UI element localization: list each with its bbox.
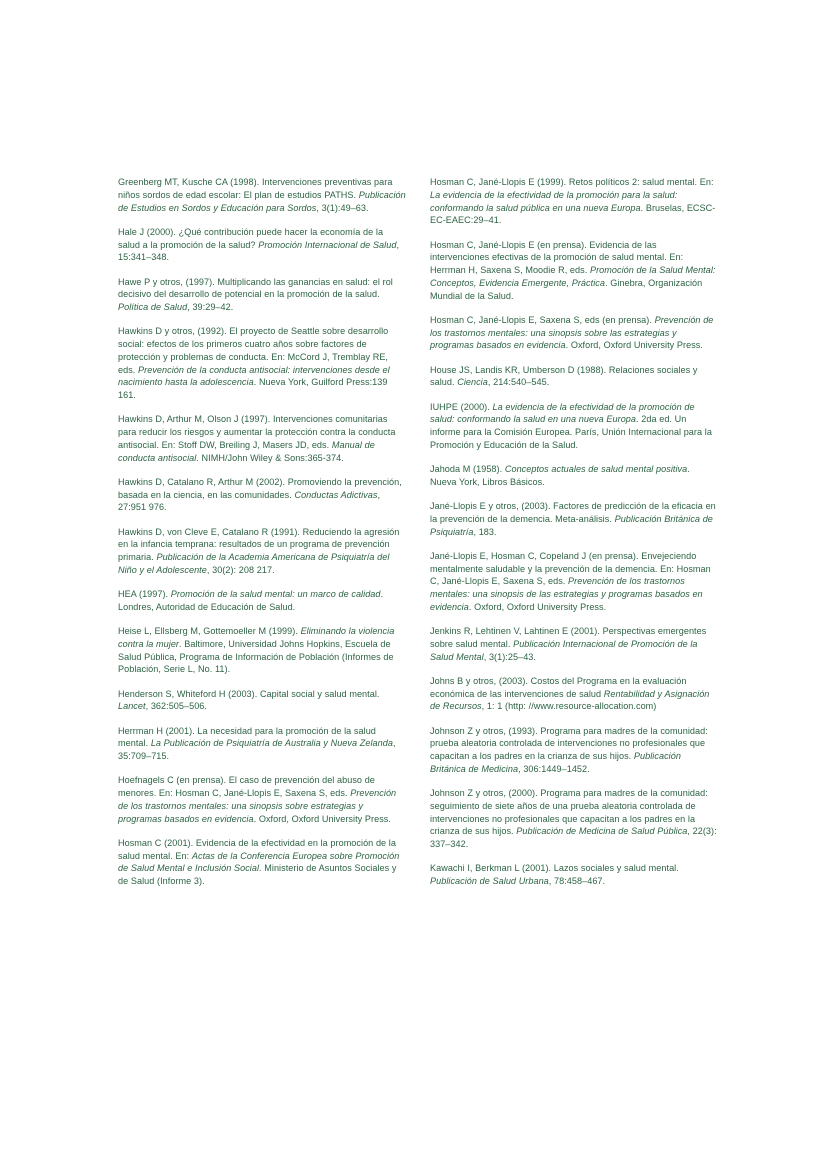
- reference-text: Hosman C, Jané-Llopis E, Saxena S, eds (en prensa).: [430, 314, 655, 325]
- reference-text: . 2da ed. Un informe para la Comisión Europea. París, Unión Internacional para la Promoción y Educación de la Salud.: [430, 414, 712, 450]
- reference-title-italic: Eliminando la violencia contra la mujer: [118, 626, 395, 649]
- reference-entry: [430, 239, 718, 303]
- reference-title-italic: La Publicación de Psiquiatría de Australia y Nueva Zelanda: [150, 738, 393, 749]
- reference-title-italic: Publicación Británica de Psiquiatría: [430, 513, 713, 537]
- reference-title-italic: Conductas Adictivas: [294, 489, 378, 500]
- reference-text: Hale J (2000). ¿Qué contribución puede hacer la economía de la salud a la promoción de la salud?: [118, 226, 384, 250]
- right-reference-column: [430, 176, 718, 888]
- reference-text: , 1: 1 (http: //www.resource-allocation.com): [481, 701, 657, 712]
- reference-text: HEA (1997).: [118, 589, 171, 599]
- reference-text: , 27:951 976.: [118, 489, 381, 513]
- reference-text: . NIMH/John Wiley & Sons:365-374.: [196, 452, 344, 463]
- reference-text: . Oxford, Oxford University Press.: [565, 340, 703, 351]
- reference-entry: [118, 837, 406, 888]
- reference-text: . Baltimore, Universidad Johns Hopkins, Escuela de Salud Pública, Programa de Información de Población (Informes de Población, Serie L, No. 11).: [118, 638, 394, 675]
- reference-text: Johnson Z y otros, (2000). Programa para madres de la comunidad: seguimiento de siete años de una prueba aleatoria controlada de intervenciones no profesionales que capacitan a los padres en la crianza de sus hijos.: [430, 788, 708, 837]
- reference-entry: [118, 774, 406, 825]
- reference-title-italic: La evidencia de la efectividad de la promoción para la salud: conformando la salud pública en una nueva Europa: [430, 189, 678, 213]
- reference-text: , 214:540–545.: [487, 377, 550, 388]
- reference-title-italic: Ciencia: [457, 377, 488, 388]
- reference-text: Jané-Llopis E, Hosman C, Copeland J (en prensa). Envejeciendo mentalmente saludable y la prevención de la demencia. En: Hosman C, Jané-Llopis E, Saxena S, eds.: [430, 550, 711, 587]
- reference-text: Hawe P y otros, (1997). Multiplicando las ganancias en salud: el rol decisivo del desarrollo de potencial en la promoción de la salud.: [118, 276, 393, 300]
- reference-text: Johns B y otros, (2003). Costos del Programa en la evaluación económica de las intervenciones de salud: [430, 675, 687, 699]
- reference-title-italic: Publicación de Estudios en Sordos y Educación para Sordos: [118, 189, 406, 213]
- reference-title-italic: Prevención de la conducta antisocial: intervenciones desde el nacimiento hasta la adolescencia: [118, 364, 390, 388]
- reference-entry: [430, 862, 718, 888]
- reference-entry: [430, 463, 718, 489]
- reference-title-italic: Rentabilidad y Asignación de Recursos: [430, 688, 710, 712]
- reference-entry: [430, 364, 718, 390]
- reference-text: Hosman C (2001). Evidencia de la efectividad en la promoción de la salud mental. En:: [118, 837, 396, 861]
- reference-entry: [430, 314, 718, 352]
- reference-entry: [118, 276, 406, 314]
- reference-title-italic: Promoción de la Salud Mental: Conceptos, Evidencia Emergente, Práctica: [430, 265, 716, 288]
- reference-entry: [118, 688, 406, 714]
- reference-text: , 78:458–467.: [548, 876, 606, 886]
- reference-text: . Bruselas, ECSC-EC-EAEC:29–41.: [430, 202, 716, 226]
- reference-text: Henderson S, Whiteford H (2003). Capital social y salud mental.: [118, 688, 380, 699]
- reference-text: Johnson Z y otros, (1993). Programa para madres de la comunidad: prueba aleatoria controlada de intervenciones no profesionales que capacitan a los padres en la crianza de sus hijos.: [430, 725, 708, 761]
- reference-text: Hosman C, Jané-Llopis E (1999). Retos políticos 2: salud mental. En:: [430, 177, 714, 187]
- reference-text: Hawkins D, Catalano R, Arthur M (2002). Promoviendo la prevención, basada en la ciencia, en las comunidades.: [118, 476, 402, 500]
- reference-entry: [118, 725, 406, 763]
- reference-title-italic: Promoción Internacional de Salud: [258, 239, 397, 250]
- reference-text: , 3(1):25–43.: [483, 651, 536, 662]
- reference-title-italic: Prevención de los trastornos mentales: una sinopsis sobre las estrategias y programas basados en evidencia: [430, 314, 714, 351]
- reference-title-italic: Publicación de Salud Urbana: [430, 876, 549, 886]
- reference-text: . Oxford, Oxford University Press.: [468, 601, 607, 612]
- reference-text: Hawkins D, Arthur M, Olson J (1997). Intervenciones comunitarias para reducir los riesgos y aumentar la protección contra la conducta antisocial. En: Stoff DW, Breiling J, Masers JD, eds.: [118, 414, 396, 450]
- reference-text: Jané-Llopis E y otros, (2003). Factores de predicción de la eficacia en la prevención de la demencia. Meta-análisis.: [430, 501, 716, 524]
- reference-text: . Nueva York, Libros Básicos.: [430, 464, 690, 487]
- reference-text: Hosman C, Jané-Llopis E (en prensa). Evidencia de las intervenciones efectivas de la promoción de salud mental. En: Herrman H, Saxena S, Moodie R, eds.: [430, 239, 684, 275]
- reference-entry: [118, 325, 406, 402]
- reference-entry: [118, 625, 406, 676]
- reference-text: , 3(1):49–63.: [316, 202, 369, 213]
- reference-text: House JS, Landis KR, Umberson D (1988). Relaciones sociales y salud.: [430, 364, 698, 388]
- reference-text: , 362:505–506.: [145, 701, 207, 712]
- reference-title-italic: La evidencia de la efectividad de la promoción de salud: conformando la salud en una nueva Europa: [430, 401, 695, 425]
- reference-title-italic: Publicación de la Academia Americana de Psiquiatría del Niño y el Adolescente: [118, 552, 390, 575]
- reference-text: , 39:29–42.: [187, 302, 234, 312]
- left-reference-column: [118, 176, 406, 888]
- reference-title-italic: Publicación de Medicina de Salud Pública: [516, 826, 688, 837]
- reference-entry: [430, 787, 718, 851]
- reference-entry: [430, 725, 718, 776]
- reference-text: Jahoda M (1958).: [430, 464, 505, 474]
- reference-entry: [430, 401, 718, 452]
- reference-text: . Oxford, Oxford University Press.: [253, 813, 391, 824]
- reference-entry: [118, 413, 406, 464]
- reference-entry: [118, 226, 406, 264]
- reference-text: . Londres, Autoridad de Educación de Salud.: [118, 589, 384, 612]
- reference-text: . Ginebra, Organización Mundial de la Salud.: [430, 277, 703, 301]
- reference-text: , 15:341–348.: [118, 239, 400, 263]
- reference-title-italic: Lancet: [118, 701, 146, 712]
- reference-title-italic: Prevención de los trastornos mentales: una sinopsis sobre estrategias y programas basados en evidencia: [118, 788, 397, 824]
- reference-entry: [430, 550, 718, 614]
- reference-text: Hoefnagels C (en prensa). El caso de prevención del abuso de menores. En: Hosman C, Jané-Llopis E, Saxena S, eds.: [118, 775, 375, 798]
- reference-title-italic: Publicación Británica de Medicina: [430, 751, 681, 774]
- reference-title-italic: Actas de la Conferencia Europea sobre Promoción de Salud Mental e Inclusión Social: [118, 850, 400, 874]
- reference-entry: [118, 588, 406, 614]
- reference-text: , 30(2): 208 217.: [206, 564, 275, 575]
- reference-text: Jenkins R, Lehtinen V, Lahtinen E (2001). Perspectivas emergentes sobre salud mental.: [430, 626, 707, 649]
- reference-text: Kawachi I, Berkman L (2001). Lazos sociales y salud mental.: [430, 863, 679, 874]
- reference-entry: [430, 625, 718, 663]
- reference-text: . Nueva York, Guilford Press:139 161.: [118, 377, 388, 400]
- reference-text: , 22(3): 337–342.: [430, 826, 717, 849]
- reference-text: , 306:1449–1452.: [518, 763, 590, 774]
- reference-title-italic: Manual de conducta antisocial: [118, 439, 375, 463]
- reference-title-italic: Publicación Internacional de Promoción de la Salud Mental: [430, 638, 698, 662]
- reference-entry: [430, 176, 718, 227]
- reference-text: Herrman H (2001). La necesidad para la promoción de la salud mental.: [118, 725, 376, 749]
- reference-title-italic: Política de Salud: [118, 302, 188, 312]
- reference-text: . Ministerio de Asuntos Sociales y de Salud (Informe 3).: [118, 863, 397, 886]
- reference-text: Hawkins D, von Cleve E, Catalano R (1991). Reduciendo la agresión en la infancia temprana: resultados de un programa de prevención primaria.: [118, 526, 400, 562]
- reference-entry: [430, 500, 718, 538]
- reference-entry: [430, 675, 718, 713]
- reference-text: , 183.: [473, 526, 497, 537]
- reference-entry: [118, 176, 406, 214]
- reference-entry: [118, 476, 406, 514]
- reference-entry: [118, 526, 406, 577]
- reference-title-italic: Promoción de la salud mental: un marco de calidad: [170, 589, 381, 599]
- reference-columns-container: [118, 176, 718, 888]
- reference-title-italic: Prevención de los trastornos mentales: una sinopsis de las estrategias y programas basados en evidencia: [430, 576, 703, 612]
- reference-title-italic: Conceptos actuales de salud mental positiva: [504, 464, 688, 474]
- reference-text: Greenberg MT, Kusche CA (1998). Intervenciones preventivas para niños sordos de edad escolar: El plan de estudios PATHS.: [118, 177, 393, 200]
- reference-text: IUHPE (2000).: [430, 401, 493, 412]
- reference-text: Hawkins D y otros, (1992). El proyecto de Seattle sobre desarrollo social: efectos de los primeros cuatro años sobre factores de protección y problemas de conducta. En: McCord J, Tremblay RE, eds.: [118, 326, 389, 375]
- reference-text: Heise L, Ellsberg M, Gottemoeller M (1999).: [118, 626, 301, 636]
- reference-text: , 35:709–715.: [118, 738, 396, 761]
